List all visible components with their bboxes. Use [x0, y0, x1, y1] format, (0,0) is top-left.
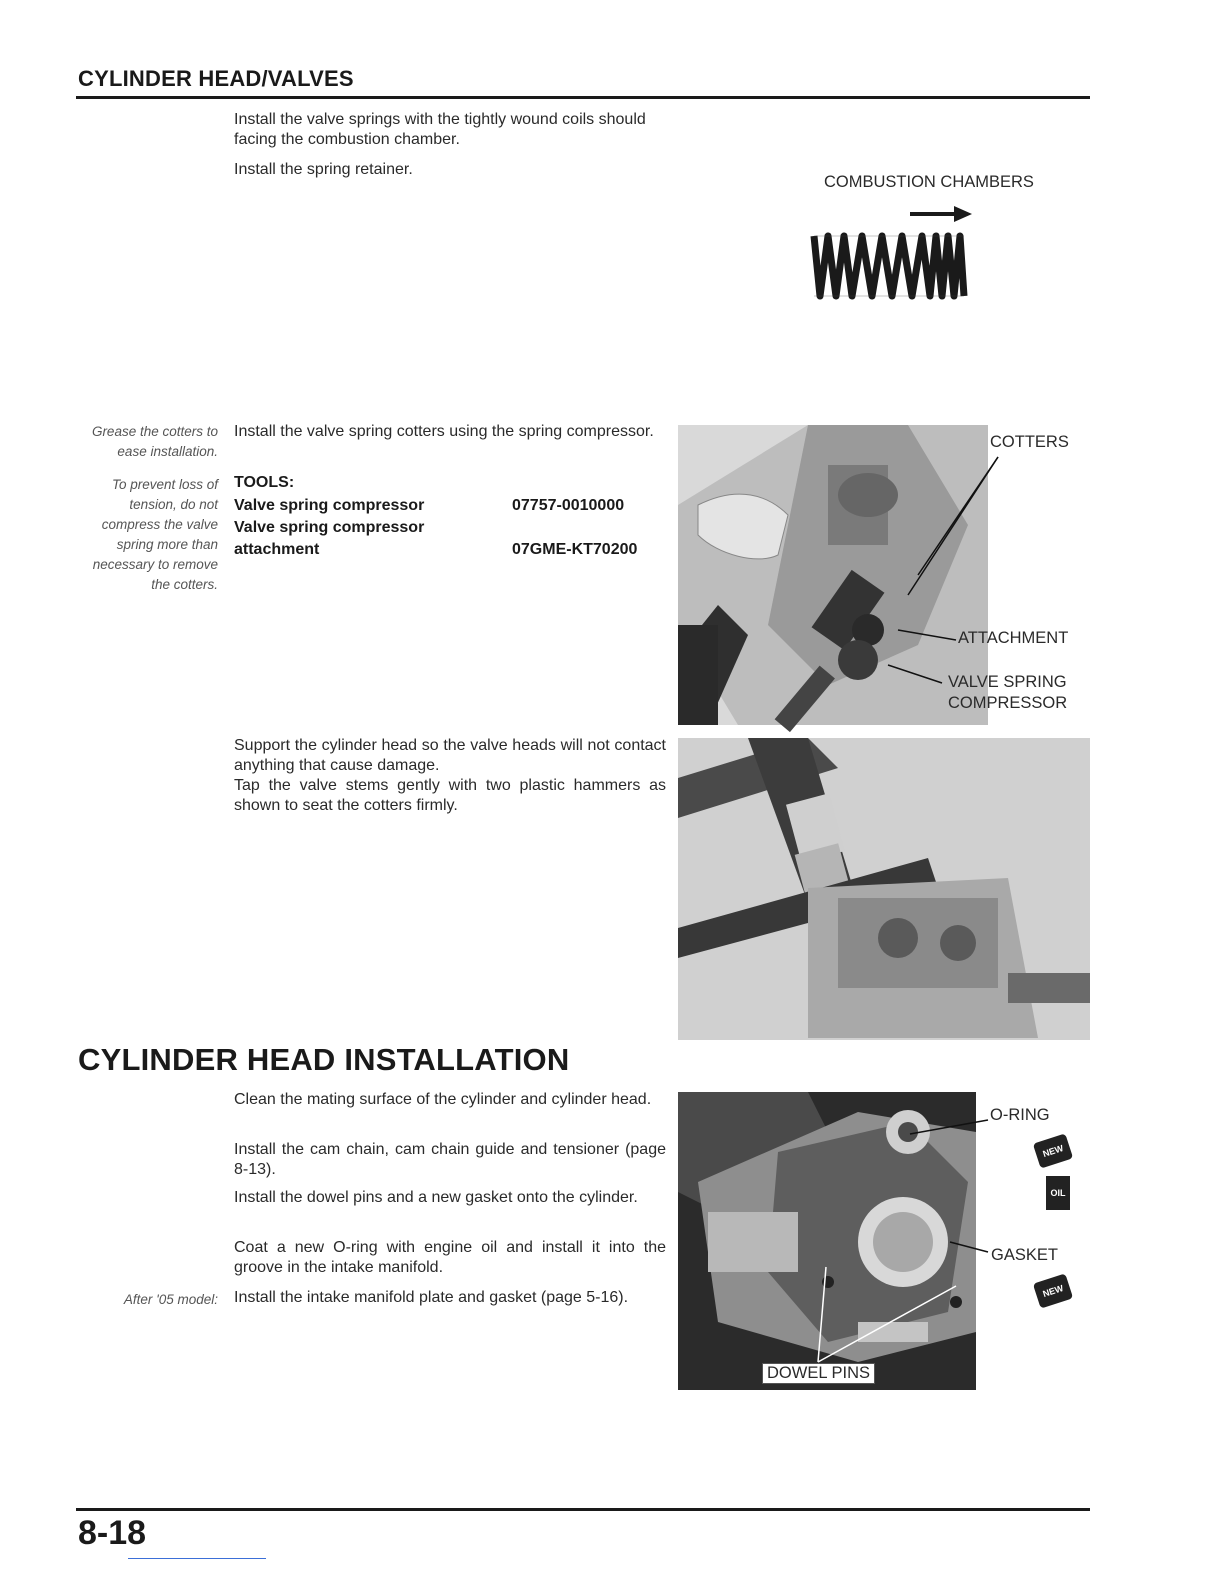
cotters-install-text: Install the valve spring cotters using the spring compressor. — [234, 423, 654, 440]
attachment-label: ATTACHMENT — [958, 629, 1069, 647]
o-ring-label: O-RING — [990, 1106, 1050, 1124]
clean-surface-text: Clean the mating surface of the cylinder and cylinder head. — [234, 1091, 652, 1108]
combustion-chambers-label: COMBUSTION CHAMBERS — [824, 173, 1034, 191]
tool-name-compressor: Valve spring compressor — [234, 497, 425, 514]
footer-rule — [76, 1508, 1090, 1511]
footer-link-underline — [128, 1558, 266, 1559]
cotters-label: COTTERS — [990, 433, 1069, 451]
tap-stems-text: Tap the valve stems gently with two plastic hammers as shown to seat the cotters firmly. — [234, 777, 666, 814]
retainer-install-text: Install the spring retainer. — [234, 161, 413, 178]
oil-can-icon: OIL — [1046, 1176, 1070, 1210]
spring-install-text: Install the valve springs with the tightly wound coils should facing the combustion chamber. — [234, 111, 646, 148]
tool-part-compressor: 07757-0010000 — [512, 497, 625, 514]
new-part-icon-gasket: NEW — [1033, 1273, 1073, 1308]
side-note-grease: Grease the cotters to ease installation. — [91, 424, 218, 459]
page-number: 8-18 — [78, 1514, 147, 1552]
valve-spring-compressor-label: VALVE SPRING COMPRESSOR — [948, 673, 1068, 712]
section-title-cylinder-head-installation: CYLINDER HEAD INSTALLATION — [78, 1042, 570, 1077]
install-cam-chain-text: Install the cam chain, cam chain guide and tensioner (page 8-13). — [234, 1141, 666, 1178]
tool-part-attachment: 07GME-KT70200 — [512, 541, 638, 558]
cylinder-callout-lines — [678, 1092, 1090, 1390]
new-part-icon-oring: NEW — [1033, 1133, 1073, 1168]
side-note-tension: To prevent loss of tension, do not compress the valve spring more than necessary to remove the cotters. — [92, 477, 218, 592]
side-note-after-05: After '05 model: — [123, 1292, 218, 1307]
tools-heading: TOOLS: — [234, 474, 295, 491]
install-manifold-plate-text: Install the intake manifold plate and gasket (page 5-16). — [234, 1289, 629, 1306]
install-dowel-pins-text: Install the dowel pins and a new gasket onto the cylinder. — [234, 1189, 638, 1206]
support-head-text: Support the cylinder head so the valve heads will not contact anything that cause damage. — [234, 737, 666, 774]
header-rule — [76, 96, 1090, 99]
coat-oring-text: Coat a new O-ring with engine oil and install it into the groove in the intake manifold. — [234, 1239, 666, 1276]
dowel-pins-label: DOWEL PINS — [762, 1363, 875, 1384]
gasket-label: GASKET — [991, 1246, 1058, 1264]
page-header-title: CYLINDER HEAD/VALVES — [78, 66, 354, 91]
valve-spring-figure — [806, 196, 976, 306]
arrow-right-icon — [954, 206, 972, 222]
hammer-photo — [678, 738, 1090, 1040]
tool-name-attachment: Valve spring compressor attachment — [234, 519, 425, 558]
